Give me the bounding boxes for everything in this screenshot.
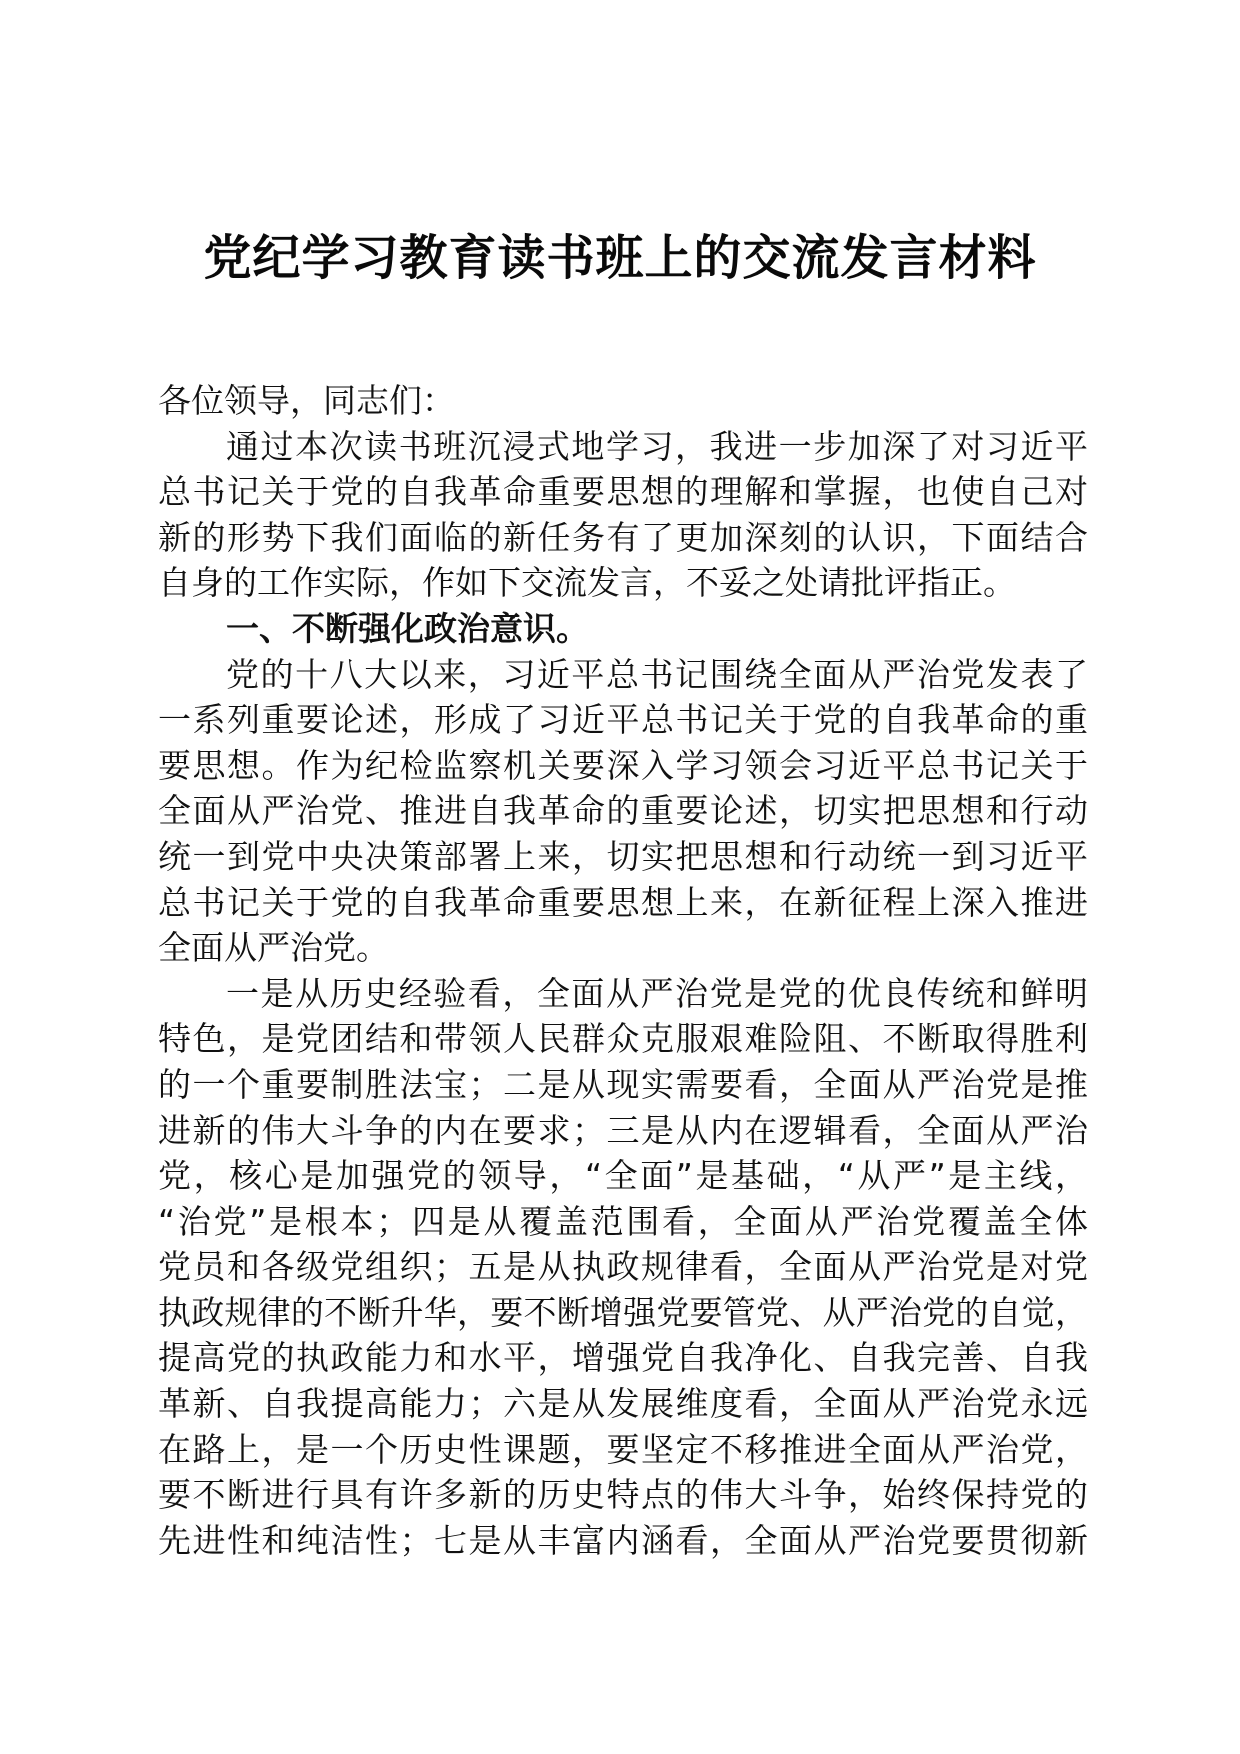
paragraph-line: 执政规律的不断升华，要不断增强党要管党、从严治党的自觉， bbox=[158, 1292, 1088, 1332]
paragraph-line: 特色，是党团结和带领人民群众克服艰难险阻、不断取得胜利 bbox=[158, 1019, 1088, 1059]
paragraph-line: 革新、自我提高能力；六是从发展维度看，全面从严治党永远 bbox=[158, 1384, 1088, 1424]
paragraph-political-awareness bbox=[158, 652, 1088, 971]
paragraph-line: 全面从严治党、推进自我革命的重要论述，切实把思想和行动 bbox=[158, 791, 1088, 831]
paragraph-perspectives bbox=[158, 971, 1088, 1564]
paragraph-intro bbox=[158, 424, 1088, 606]
paragraph-line: 统一到党中央决策部署上来，切实把思想和行动统一到习近平 bbox=[158, 836, 1088, 876]
paragraph-line: 总书记关于党的自我革命重要思想的理解和掌握，也使自己对 bbox=[158, 472, 1088, 512]
paragraph-line: 全面从严治党。 bbox=[158, 928, 389, 968]
paragraph-line: 新的形势下我们面临的新任务有了更加深刻的认识，下面结合 bbox=[158, 517, 1088, 557]
paragraph-line: 要不断进行具有许多新的历史特点的伟大斗争，始终保持党的 bbox=[158, 1475, 1088, 1515]
paragraph-line: 党员和各级党组织；五是从执政规律看，全面从严治党是对党 bbox=[158, 1247, 1088, 1287]
document-title: 党纪学习教育读书班上的交流发言材料 bbox=[203, 230, 1037, 286]
paragraph-line: 总书记关于党的自我革命重要思想上来，在新征程上深入推进 bbox=[158, 882, 1088, 922]
section-heading: 一、不断强化政治意识。 bbox=[226, 608, 589, 648]
paragraph-line: 一系列重要论述，形成了习近平总书记关于党的自我革命的重 bbox=[158, 700, 1088, 740]
paragraph-line: 要思想。作为纪检监察机关要深入学习领会习近平总书记关于 bbox=[158, 745, 1088, 785]
paragraph-line: 的一个重要制胜法宝；二是从现实需要看，全面从严治党是推 bbox=[158, 1064, 1088, 1104]
paragraph-line: 在路上，是一个历史性课题，要坚定不移推进全面从严治党， bbox=[158, 1429, 1088, 1469]
paragraph-line: 通过本次读书班沉浸式地学习，我进一步加深了对习近平 bbox=[226, 426, 1088, 466]
paragraph-line: 提高党的执政能力和水平，增强党自我净化、自我完善、自我 bbox=[158, 1338, 1088, 1378]
paragraph-line: 先进性和纯洁性；七是从丰富内涵看，全面从严治党要贯彻新 bbox=[158, 1520, 1088, 1560]
paragraph-line: 进新的伟大斗争的内在要求；三是从内在逻辑看，全面从严治 bbox=[158, 1110, 1088, 1150]
paragraph-line: 党，核心是加强党的领导，“全面”是基础，“从严”是主线， bbox=[158, 1156, 1088, 1196]
document-body bbox=[158, 378, 1088, 1563]
paragraph-line: 一是从历史经验看，全面从严治党是党的优良传统和鲜明 bbox=[226, 973, 1088, 1013]
paragraph-line: “治党”是根本；四是从覆盖范围看，全面从严治党覆盖全体 bbox=[158, 1201, 1088, 1241]
paragraph-line: 自身的工作实际，作如下交流发言，不妥之处请批评指正。 bbox=[158, 563, 1016, 603]
paragraph-line: 党的十八大以来，习近平总书记围绕全面从严治党发表了 bbox=[226, 654, 1088, 694]
salutation: 各位领导，同志们： bbox=[158, 381, 455, 420]
